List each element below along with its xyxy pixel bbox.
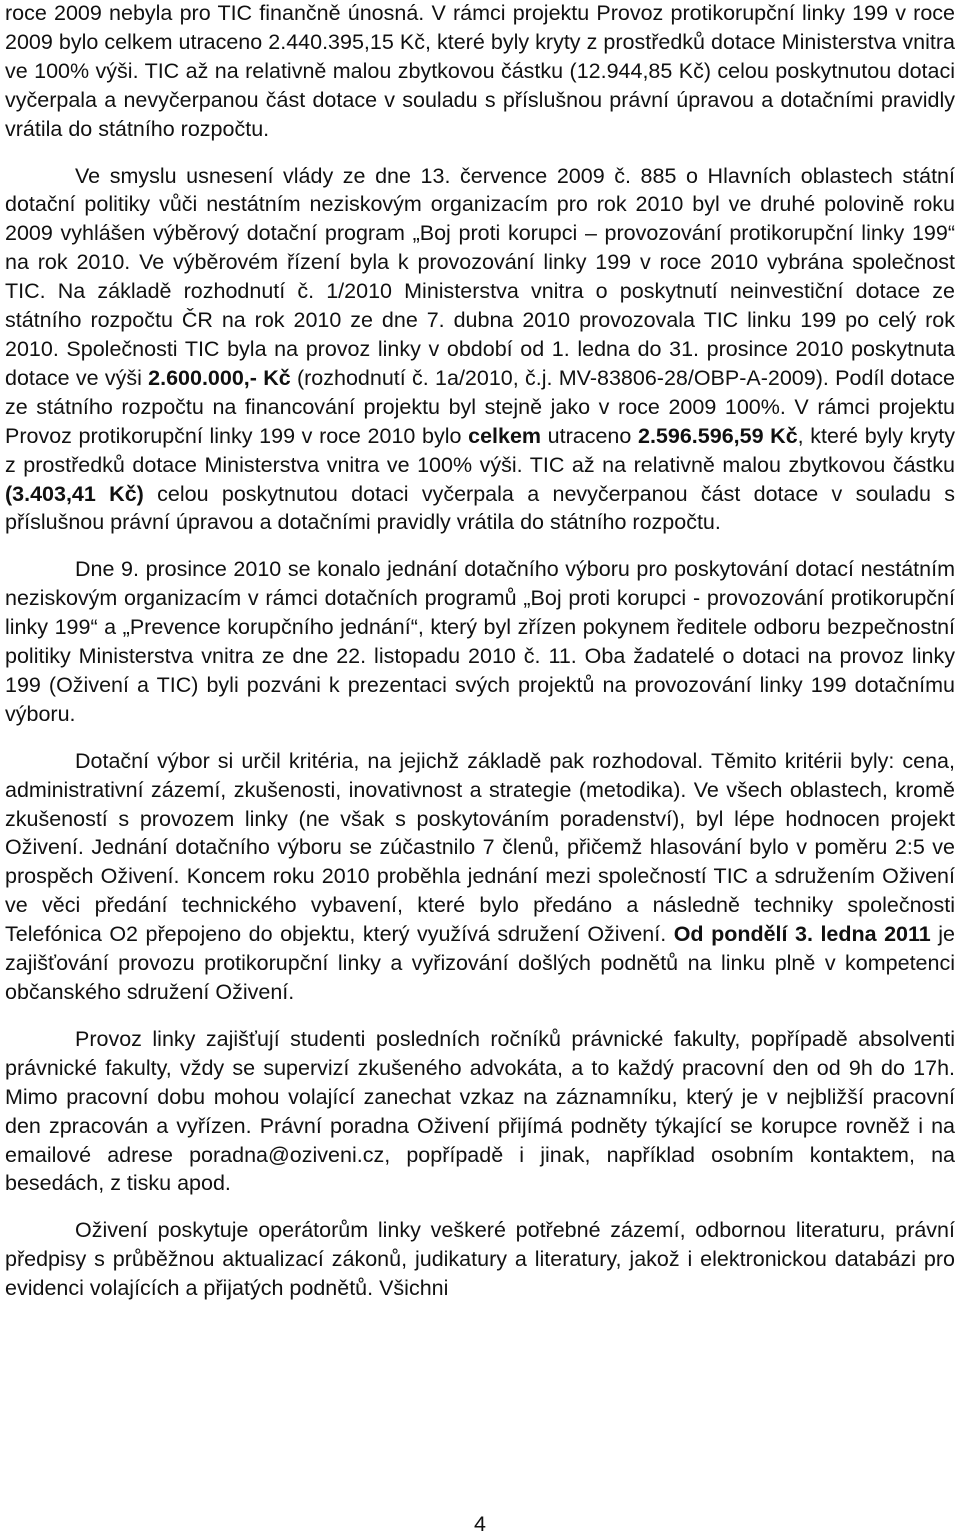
- bold-text-segment: Od pondělí 3. ledna 2011: [673, 922, 931, 947]
- paragraph-funding-2009: [5, 0, 955, 144]
- text-segment: , které byly kryty z prostředků dotace Ministerstva vnitra ve 100% výši. TIC až na relativně malou zbytkovou částku: [5, 423, 955, 477]
- paragraph-funding-2010: [5, 162, 955, 538]
- text-segment: Ve smyslu usnesení vlády ze dne 13. července 2009 č. 885 o Hlavních oblastech státní dotační politiky vůči nestátním neziskovým organizacím pro rok 2010 byl ve druhé polovině roku 2009 vyhlášen výběrový dotační program „Boj proti korupci – provozování protikorupční linky 199“ na rok 2010. Ve výběrovém řízení byla k provozování linky 199 v roce 2010 vybrána společnost TIC. Na základě rozhodnutí č. 1/2010 Ministerstva vnitra o poskytnutí neinvestiční dotace ze státního rozpočtu ČR na rok 2010 ze dne 7. dubna 2010 provozovala TIC linku 199 po celý rok 2010. Společnosti TIC byla na provoz linky v období od 1. ledna do 31. prosince 2010 poskytnuta dotace ve výši: [5, 163, 955, 390]
- text-segment: Dotační výbor si určil kritéria, na jejichž základě pak rozhodoval. Těmito kritérii byly: cena, administrativní zázemí, zkušenosti, inovativnost a strategie (metodika). Ve všech oblastech, kromě zkušeností s provozem linky (ne však s poskytováním poradenství), byl lépe hodnocen projekt Oživení. Jednání dotačního výboru se zúčastnilo 7 členů, přičemž hlasování bylo v poměru 2:5 ve prospěch Oživení. Koncem roku 2010 proběhla jednání mezi společností TIC a sdružením Oživení ve věci předání technického vybavení, které bylo předáno a následně techniky společnosti Telefónica O2 přepojeno do objektu, který využívá sdružení Oživení.: [5, 748, 955, 947]
- text-segment: je zajišťování provozu protikorupční linky a vyřizování došlých podnětů na linku plně v kompetenci občanského sdružení Oživení.: [5, 922, 955, 1004]
- text-segment: (rozhodnutí č. 1a/2010, č.j. MV-83806-28/OBP-A-2009). Podíl dotace ze státního rozpočtu na financování projektu byl stejně jako v roce 2009 100%. V rámci projektu Provoz protikorupční linky 199 v roce 2010 bylo: [5, 365, 955, 448]
- paragraph-subsidy-committee-meeting: [5, 555, 955, 728]
- bold-text-segment: 2.596.596,59 Kč: [638, 423, 798, 448]
- text-segment: utraceno: [541, 423, 638, 448]
- text-segment: celou poskytnutou dotaci vyčerpala a nevyčerpanou část dotace v souladu s příslušnou právní úpravou a dotačními pravidly vrátila do státního rozpočtu.: [5, 481, 955, 535]
- bold-text-segment: (3.403,41 Kč): [5, 481, 144, 506]
- paragraph-line-operation: [5, 1025, 955, 1198]
- page-number: 4: [474, 1512, 486, 1536]
- document-page: [5, 0, 955, 1303]
- text-segment: Dne 9. prosince 2010 se konalo jednání dotačního výboru pro poskytování dotací nestátním neziskovým organizacím v rámci dotačních programů „Boj proti korupci - provozování protikorupční linky 199“ a „Prevence korupčního jednání“, který byl zřízen pokynem ředitele odboru bezpečnostní politiky Ministerstva vnitra ze dne 22. listopadu 2010 č. 11. Oba žadatelé o dotaci na provoz linky 199 (Oživení a TIC) byli pozváni k prezentaci svých projektů na provozování linky 199 dotačnímu výboru.: [5, 557, 955, 726]
- paragraph-operator-support: [5, 1216, 955, 1303]
- text-segment: Provoz linky zajišťují studenti posledních ročníků právnické fakulty, popřípadě absolventi právnické fakulty, vždy se supervizí zkušeného advokáta, a to každý pracovní den od 9h do 17h. Mimo pracovní dobu mohou volající zanechat vzkaz na záznamníku, který je v nejbližší pracovní den zpracován a vyřízen. Právní poradna Oživení přijímá podněty týkající se korupce rovněž i na emailové adrese poradna@oziveni.cz, popřípadě i jinak, například osobním kontaktem, na besedách, z tisku apod.: [5, 1026, 955, 1196]
- text-segment: roce 2009 nebyla pro TIC finančně únosná. V rámci projektu Provoz protikorupční linky 199 v roce 2009 bylo celkem utraceno 2.440.395,15 Kč, které byly kryty z prostředků dotace Ministerstva vnitra ve 100% výši. TIC až na relativně malou zbytkovou částku (12.944,85 Kč) celou poskytnutou dotaci vyčerpala a nevyčerpanou část dotace v souladu s příslušnou právní úpravou a dotačními pravidly vrátila do státního rozpočtu.: [5, 1, 955, 141]
- bold-text-segment: celkem: [468, 423, 542, 448]
- text-segment: Oživení poskytuje operátorům linky veškeré potřebné zázemí, odbornou literaturu, právní předpisy s průběžnou aktualizací zákonů, judikatury a literatury, jakož i elektronickou databázi pro evidenci volajících a přijatých podnětů. Všichni: [5, 1218, 955, 1301]
- bold-text-segment: 2.600.000,- Kč: [148, 365, 291, 390]
- paragraph-committee-criteria: [5, 747, 955, 1007]
